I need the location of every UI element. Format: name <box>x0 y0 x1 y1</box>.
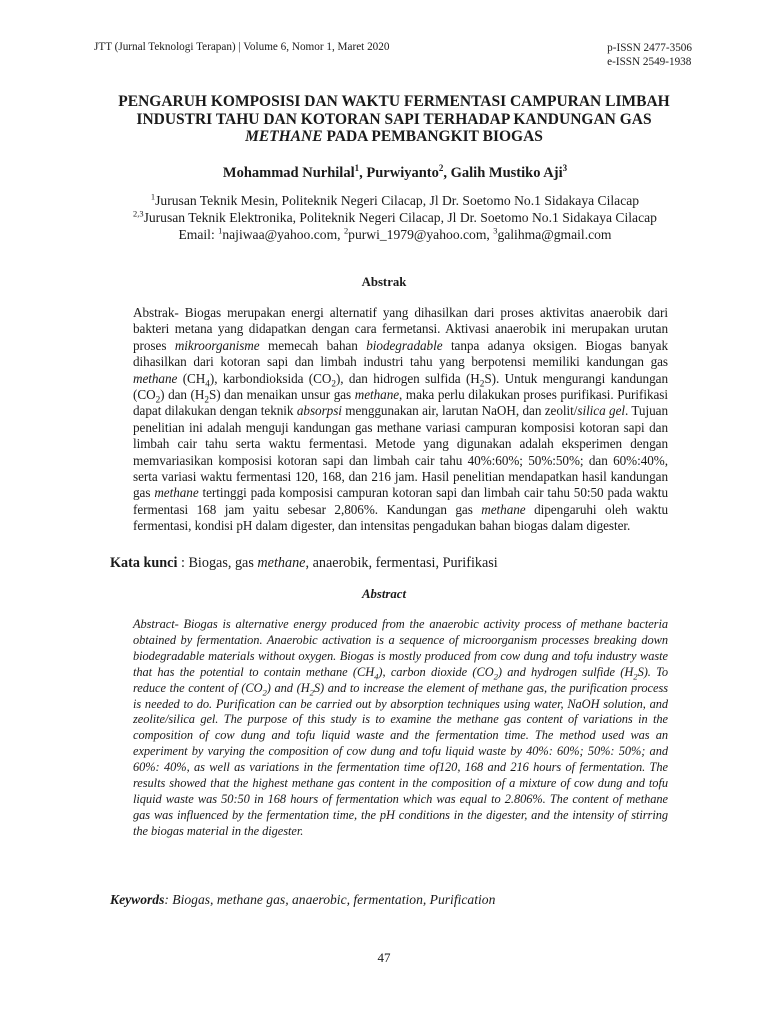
title-line-2: INDUSTRI TAHU DAN KOTORAN SAPI TERHADAP KANDUNGAN GAS <box>136 110 652 128</box>
abstrak-text: , maka perlu dilakukan proses purifikasi. Purifikasi dapat dilakukan dengan teknik <box>133 387 669 419</box>
author-1-sup: 1 <box>354 163 360 174</box>
author-2: Purwiyanto <box>366 165 439 181</box>
abstrak-italic: mikroorganisme <box>174 337 260 353</box>
email-line <box>100 226 690 243</box>
author-separator: , <box>443 165 451 181</box>
title-line-3-rest: PADA PEMBANGKIT BIOGAS <box>322 128 543 145</box>
abstract-text: ) and hydrogen sulfide (H <box>497 664 634 679</box>
abstract-text: S) and to increase the element of methane gas, the purification process is needed to do. Purification can be carried out by absorption techniques using water, NaOH solution, and zeolite/silica gel. The purpose of this study is to examine the methane gas content of variations in the composition of cow dung and tofu liquid waste and the fermentation time. The method used was an experiment by varying the composition of cow dung and tofu liquid waste by 40%: 60%; 50%: 50%; and 60%: 40%, as well as variations in the fermentation time of120, 168 and 216 hours of fermentation. The results showed that the highest methane gas content in the composition of a mixture of cow dung and tofu liquid waste was 50:50 in 168 hours of fermentation which was equal to 2.806%. The content of methane gas was influenced by the fermentation time, the pH conditions in the digester, and the intensity of stirring the biogas material in the digester. <box>133 680 668 838</box>
print-issn: p-ISSN 2477-3506 <box>607 42 692 54</box>
affiliation-1 <box>100 192 690 209</box>
abstrak-text: ), dan hidrogen sulfida (H <box>335 370 480 386</box>
kata-kunci-text: , anaerobik, fermentasi, Purifikasi <box>305 555 498 571</box>
abstrak-body <box>133 305 668 535</box>
affiliation-2-sup: 2,3 <box>133 208 144 219</box>
author-3-sup: 3 <box>562 163 568 174</box>
abstrak-italic: methane <box>481 501 526 517</box>
title-italic-word: METHANE <box>245 128 323 145</box>
abstrak-text: dipengaruhi oleh waktu fermentasi, kondisi pH dalam digester, dan intensitas pengadukan bahan biogas dalam digester. <box>133 501 668 534</box>
affiliation-2 <box>100 209 690 226</box>
affiliation-1-text: Jurusan Teknik Mesin, Politeknik Negeri Cilacap, Jl Dr. Soetomo No.1 Sidakaya Cilacap <box>155 193 640 208</box>
kata-kunci-italic: methane <box>257 555 306 571</box>
kata-kunci <box>110 555 498 572</box>
abstract-text: Abstract- Biogas is alternative energy produced from the anaerobic activity process of methane bacteria obtained by fermentation. Anaerobic activation is a sequence of microorganism processes breaking down biodegradable materials without oxygen. Biogas is mostly produced from cow dung and tofu industry waste that has the potential to contain methane (CH <box>133 617 668 679</box>
email-1-sup: 1 <box>218 225 223 236</box>
email-label: Email: <box>178 227 219 242</box>
email-3-sup: 3 <box>493 225 498 236</box>
electronic-issn: e-ISSN 2549-1938 <box>607 56 692 68</box>
abstrak-italic: silica gel <box>577 403 625 419</box>
abstract-text: S). To reduce the content of (CO <box>133 664 668 695</box>
abstrak-text: tanpa adanya oksigen. Biogas banyak dihasilkan dari kotoran sapi dan limbah industri tahu yang berpotensi memiliki kandungan gas <box>133 337 668 370</box>
abstrak-text: (CH <box>177 370 206 386</box>
keywords-text: : Biogas, methane gas, anaerobic, fermentation, Purification <box>164 892 496 907</box>
abstrak-italic: biodegradable <box>366 337 443 353</box>
email-3[interactable]: galihma@gmail.com <box>497 227 612 242</box>
email-1[interactable]: najiwaa@yahoo.com, <box>222 227 344 242</box>
abstract-heading: Abstract <box>361 587 407 601</box>
abstract-body <box>133 617 668 840</box>
abstrak-text: ) dan (H <box>160 387 205 403</box>
subscript: 2 <box>309 687 314 698</box>
abstrak-text: ), karbondioksida (CO <box>209 370 332 386</box>
abstrak-text: tertinggi pada komposisi campuran kotoran sapi dan limbah cair tahu 50:50 pada waktu fermentasi 168 jam yaitu sebesar 2,806%. Kandungan gas <box>133 485 668 517</box>
abstrak-italic: methane <box>354 387 400 403</box>
author-1: Mohammad Nurhilal <box>222 165 355 181</box>
author-list <box>100 165 690 182</box>
kata-kunci-label: Kata kunci <box>110 555 178 571</box>
subscript: 2 <box>155 394 161 405</box>
abstrak-text: menggunakan air, larutan NaOH, dan zeolit/ <box>341 403 578 419</box>
abstrak-heading: Abstrak <box>361 275 407 289</box>
journal-header: JTT (Jurnal Teknologi Terapan) | Volume 6, Nomor 1, Maret 2020 <box>94 41 390 53</box>
keywords <box>110 892 495 908</box>
subscript: 2 <box>331 378 336 389</box>
affiliation-2-text: Jurusan Teknik Elektronika, Politeknik Negeri Cilacap, Jl Dr. Soetomo No.1 Sidakaya Cilacap <box>143 210 657 225</box>
affiliations <box>100 192 690 243</box>
author-separator: , <box>359 165 367 181</box>
paper-title <box>108 93 680 146</box>
page-number: 47 <box>377 950 391 965</box>
issn-block <box>607 41 692 69</box>
email-2-sup: 2 <box>343 225 349 236</box>
affiliation-1-sup: 1 <box>150 191 156 202</box>
abstrak-italic: methane <box>133 370 178 386</box>
subscript: 4 <box>205 378 210 389</box>
abstract-text: ) and (H <box>266 680 310 695</box>
abstrak-italic: absorpsi <box>296 403 342 419</box>
subscript: 2 <box>204 394 209 405</box>
author-3: Galih Mustiko Aji <box>450 165 563 181</box>
abstrak-text: memecah bahan <box>259 337 367 353</box>
author-2-sup: 2 <box>438 163 444 174</box>
title-line-3 <box>108 128 680 146</box>
abstrak-text: . Tujuan penelitian ini adalah menguji kandungan gas methane variasi campuran komposisi kotoran sapi dan limbah cair tahu serta waktu fermentasi. Metode yang digunakan adalah eksperimen dengan memvariasikan komposisi kotoran sapi dan limbah cair tahu 40%:60%; 50%:50%; dan 60%:40%, serta variasi waktu fermentasi 120, 168, dan 216 jam. Hasil penelitian mendapatkan hasil kandungan gas <box>133 403 668 501</box>
subscript: 2 <box>633 671 638 682</box>
subscript: 2 <box>479 378 485 389</box>
subscript: 4 <box>374 671 379 682</box>
keywords-label: Keywords <box>110 892 165 907</box>
abstrak-italic: methane <box>154 485 199 501</box>
abstract-text: ), carbon dioxide (CO <box>378 664 494 679</box>
abstrak-text: Abstrak- Biogas merupakan energi alternatif yang dihasilkan dari proses aktivitas anaerobik dari bakteri metana yang didapatkan dengan cara fermetansi. Aktivasi anaerobik ini merupakan urutan proses <box>133 305 668 353</box>
abstrak-text: S) dan menaikan unsur gas <box>208 387 355 403</box>
subscript: 2 <box>262 687 267 698</box>
abstrak-text: S). Untuk mengurangi kandungan (CO <box>133 370 668 403</box>
kata-kunci-text: : Biogas, gas <box>177 555 258 571</box>
title-line-1: PENGARUH KOMPOSISI DAN WAKTU FERMENTASI CAMPURAN LIMBAH <box>118 93 670 110</box>
email-2[interactable]: purwi_1979@yahoo.com, <box>348 227 494 242</box>
subscript: 2 <box>493 671 498 682</box>
